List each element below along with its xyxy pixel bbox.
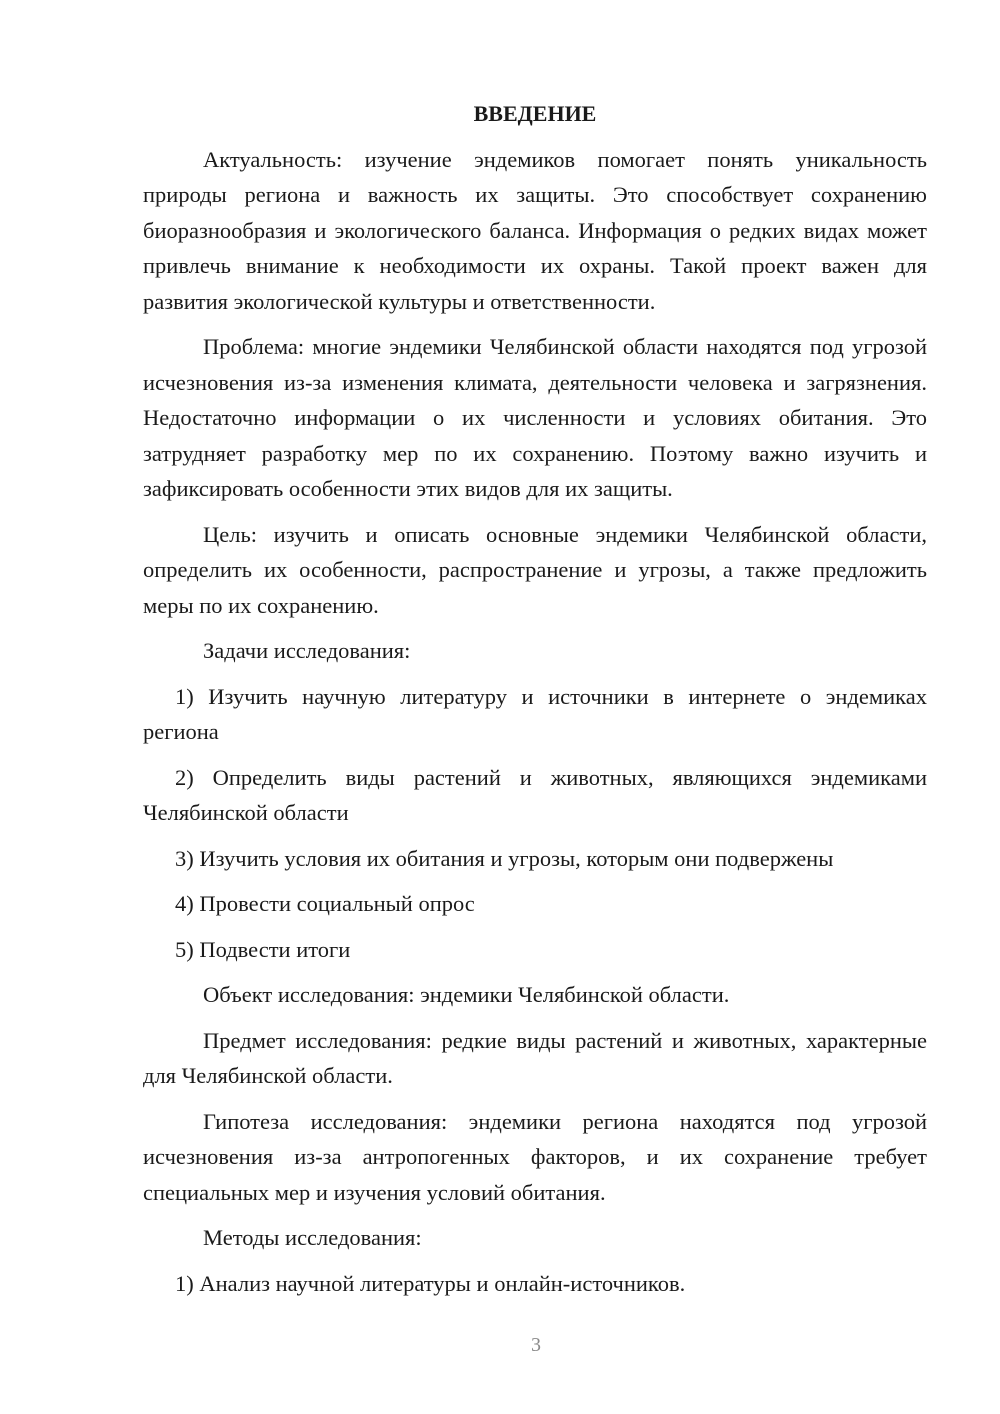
methods-heading: Методы исследования: [203,1225,422,1250]
task-item: 4) Провести социальный опрос [175,891,475,916]
object-paragraph: Объект исследования: эндемики Челябинской области. [203,982,730,1007]
task-item: 2) Определить виды растений и животных, являющихся эндемиками Челябинской области [143,764,927,825]
page-body [143,96,927,1311]
problem-paragraph: Проблема: многие эндемики Челябинской области находятся под угрозой исчезновения из-за изменения климата, деятельности человека и загрязнения. Недостаточно информации о их численности и условиях обитания. Это затрудняет разработку мер по их сохранению. Поэтому важно изучить и зафиксировать особенности этих видов для их защиты. [143,334,927,501]
relevance-paragraph: Актуальность: изучение эндемиков помогает понять уникальность природы региона и важность их защиты. Это способствует сохранению биоразнообразия и экологического баланса. Информация о редких видах может привлечь внимание к необходимости их охраны. Такой проект важен для развития экологической культуры и ответственности. [143,146,927,314]
task-item: 5) Подвести итоги [175,936,351,962]
task-item: 1) Изучить научную литературу и источники в интернете о эндемиках региона [143,683,927,744]
goal-paragraph: Цель: изучить и описать основные эндемики Челябинской области, определить их особенности, распространение и угрозы, а также предложить меры по их сохранению. [143,521,927,618]
subject-paragraph: Предмет исследования: редкие виды растений и животных, характерные для Челябинской области. [143,1027,927,1088]
task-item: 3) Изучить условия их обитания и угрозы, которым они подвержены [175,845,834,871]
page-number: 3 [531,1334,541,1356]
section-title: ВВЕДЕНИЕ [473,101,597,126]
method-item: 1) Анализ научной литературы и онлайн-источников. [175,1270,686,1296]
tasks-heading: Задачи исследования: [203,638,411,663]
hypothesis-paragraph: Гипотеза исследования: эндемики региона находятся под угрозой исчезновения из-за антропогенных факторов, и их сохранение требует специальных мер и изучения условий обитания. [143,1108,927,1205]
